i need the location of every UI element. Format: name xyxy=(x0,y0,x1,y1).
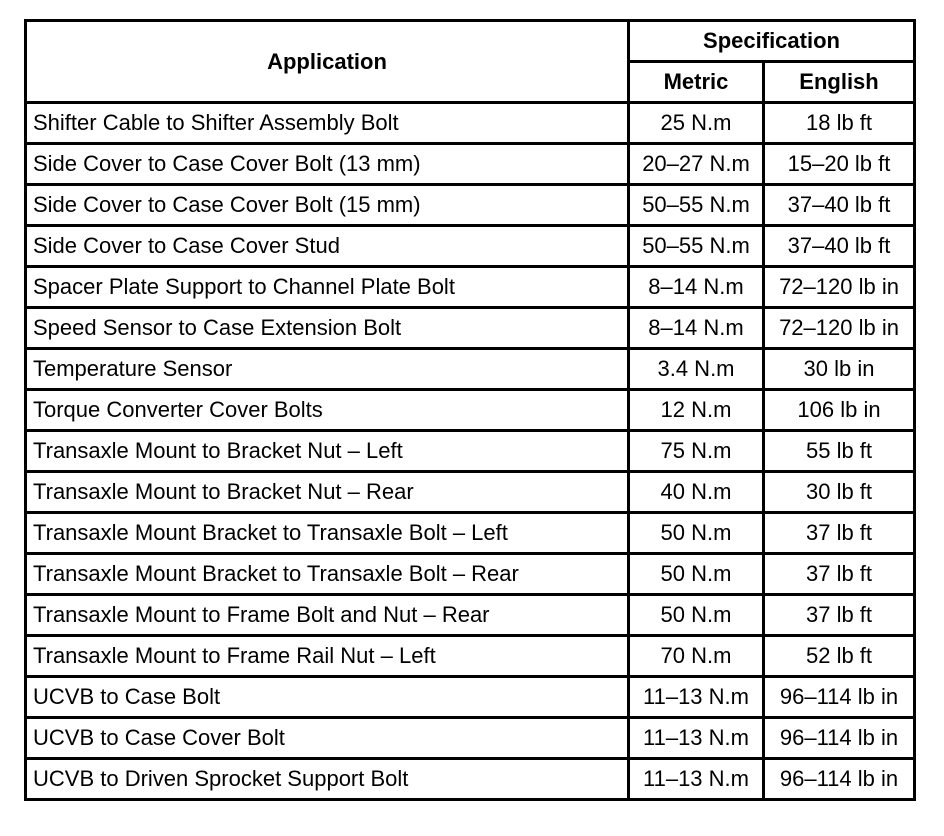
table-row xyxy=(26,513,915,554)
table-row xyxy=(26,759,915,800)
metric-cell: 3.4 N.m xyxy=(629,349,764,390)
application-cell: Transaxle Mount Bracket to Transaxle Bolt – Left xyxy=(26,513,629,554)
table-row xyxy=(26,267,915,308)
english-cell: 15–20 lb ft xyxy=(764,144,915,185)
table-row xyxy=(26,308,915,349)
header-english: English xyxy=(764,62,915,103)
header-metric: Metric xyxy=(629,62,764,103)
table-row xyxy=(26,472,915,513)
metric-cell: 12 N.m xyxy=(629,390,764,431)
application-cell: Shifter Cable to Shifter Assembly Bolt xyxy=(26,103,629,144)
application-cell: UCVB to Case Cover Bolt xyxy=(26,718,629,759)
metric-cell: 50 N.m xyxy=(629,513,764,554)
english-cell: 37 lb ft xyxy=(764,595,915,636)
application-cell: UCVB to Driven Sprocket Support Bolt xyxy=(26,759,629,800)
application-cell: UCVB to Case Bolt xyxy=(26,677,629,718)
header-specification: Specification xyxy=(629,21,915,62)
application-cell: Torque Converter Cover Bolts xyxy=(26,390,629,431)
metric-cell: 40 N.m xyxy=(629,472,764,513)
header-application: Application xyxy=(26,21,629,103)
table-row xyxy=(26,554,915,595)
english-cell: 37–40 lb ft xyxy=(764,226,915,267)
english-cell: 30 lb in xyxy=(764,349,915,390)
application-cell: Temperature Sensor xyxy=(26,349,629,390)
application-cell: Side Cover to Case Cover Bolt (15 mm) xyxy=(26,185,629,226)
table-row xyxy=(26,718,915,759)
english-cell: 96–114 lb in xyxy=(764,759,915,800)
metric-cell: 11–13 N.m xyxy=(629,759,764,800)
table-row xyxy=(26,595,915,636)
metric-cell: 50–55 N.m xyxy=(629,185,764,226)
english-cell: 106 lb in xyxy=(764,390,915,431)
application-cell: Transaxle Mount Bracket to Transaxle Bolt – Rear xyxy=(26,554,629,595)
english-cell: 37 lb ft xyxy=(764,513,915,554)
table-row xyxy=(26,226,915,267)
application-cell: Transaxle Mount to Bracket Nut – Left xyxy=(26,431,629,472)
metric-cell: 25 N.m xyxy=(629,103,764,144)
metric-cell: 11–13 N.m xyxy=(629,677,764,718)
english-cell: 72–120 lb in xyxy=(764,267,915,308)
application-cell: Transaxle Mount to Frame Bolt and Nut – Rear xyxy=(26,595,629,636)
application-cell: Transaxle Mount to Frame Rail Nut – Left xyxy=(26,636,629,677)
table-row xyxy=(26,677,915,718)
table-row xyxy=(26,431,915,472)
english-cell: 30 lb ft xyxy=(764,472,915,513)
metric-cell: 11–13 N.m xyxy=(629,718,764,759)
table-body xyxy=(26,103,915,800)
metric-cell: 50–55 N.m xyxy=(629,226,764,267)
header-row-top xyxy=(26,21,915,62)
table-header xyxy=(26,21,915,103)
english-cell: 55 lb ft xyxy=(764,431,915,472)
application-cell: Side Cover to Case Cover Stud xyxy=(26,226,629,267)
english-cell: 96–114 lb in xyxy=(764,718,915,759)
table-row xyxy=(26,185,915,226)
metric-cell: 50 N.m xyxy=(629,554,764,595)
english-cell: 72–120 lb in xyxy=(764,308,915,349)
metric-cell: 75 N.m xyxy=(629,431,764,472)
english-cell: 52 lb ft xyxy=(764,636,915,677)
application-cell: Side Cover to Case Cover Bolt (13 mm) xyxy=(26,144,629,185)
table-row xyxy=(26,349,915,390)
application-cell: Transaxle Mount to Bracket Nut – Rear xyxy=(26,472,629,513)
metric-cell: 50 N.m xyxy=(629,595,764,636)
english-cell: 96–114 lb in xyxy=(764,677,915,718)
metric-cell: 8–14 N.m xyxy=(629,267,764,308)
application-cell: Spacer Plate Support to Channel Plate Bolt xyxy=(26,267,629,308)
metric-cell: 70 N.m xyxy=(629,636,764,677)
table-row xyxy=(26,636,915,677)
table-row xyxy=(26,103,915,144)
english-cell: 18 lb ft xyxy=(764,103,915,144)
table-row xyxy=(26,390,915,431)
torque-spec-table xyxy=(24,19,916,801)
metric-cell: 20–27 N.m xyxy=(629,144,764,185)
english-cell: 37 lb ft xyxy=(764,554,915,595)
english-cell: 37–40 lb ft xyxy=(764,185,915,226)
table-row xyxy=(26,144,915,185)
application-cell: Speed Sensor to Case Extension Bolt xyxy=(26,308,629,349)
metric-cell: 8–14 N.m xyxy=(629,308,764,349)
